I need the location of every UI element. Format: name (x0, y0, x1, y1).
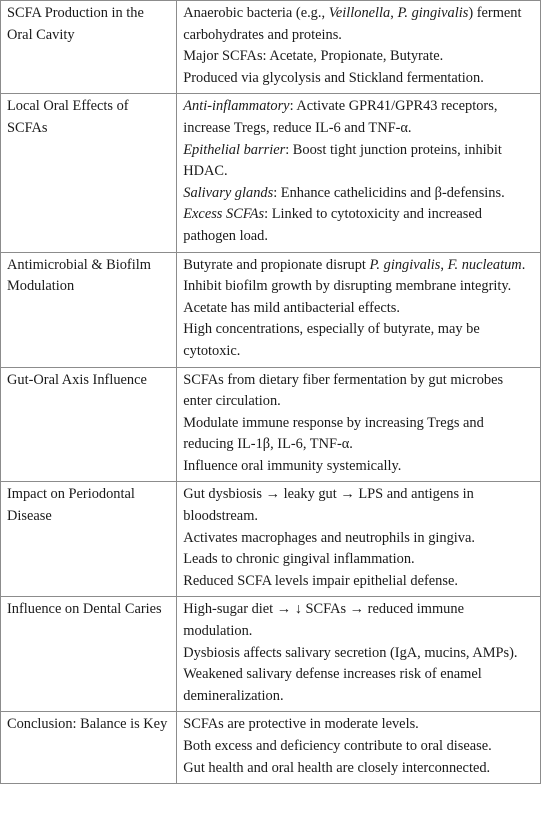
text-segment: Weakened salivary defense increases risk of enamel demineralization. (183, 666, 482, 704)
description-line (183, 736, 534, 758)
description-line (183, 714, 534, 736)
text-segment: Influence oral immunity systemically. (183, 457, 402, 474)
topic-cell: Influence on Dental Caries (1, 597, 177, 712)
description-line (183, 571, 534, 593)
text-segment: Butyrate and propionate disrupt (183, 256, 370, 273)
text-segment: Reduced SCFA levels impair epithelial defense. (183, 572, 458, 589)
description-line (183, 3, 534, 46)
table-row (1, 482, 541, 597)
description-cell (177, 94, 541, 252)
text-segment: SCFAs from dietary fiber fermentation by gut microbes enter circulation. (183, 371, 504, 410)
description-line (183, 140, 534, 183)
topic-cell: Gut-Oral Axis Influence (1, 367, 177, 482)
table-row (1, 712, 541, 784)
text-segment: Both excess and deficiency contribute to oral disease. (183, 738, 492, 754)
description-line (183, 68, 534, 90)
description-line (183, 484, 534, 527)
italic-term: Anti-inflammatory (183, 98, 290, 115)
description-line (183, 413, 534, 456)
table-row (1, 252, 541, 367)
description-cell (177, 712, 541, 784)
description-line (183, 664, 534, 707)
text-segment: , (390, 5, 398, 21)
text-segment: Activates macrophages and neutrophils in gingiva. (183, 529, 475, 546)
topic-cell: Antimicrobial & Biofilm Modulation (1, 252, 177, 367)
description-line (183, 183, 534, 205)
table-row (1, 367, 541, 482)
text-segment: . (521, 256, 526, 273)
description-line (183, 549, 534, 571)
description-line (183, 276, 534, 298)
table-row (1, 1, 541, 94)
description-line (183, 96, 534, 139)
text-segment: Dysbiosis affects salivary secretion (IgA, mucins, AMPs). (183, 644, 518, 661)
text-segment: Gut dysbiosis → leaky gut → LPS and antigens in bloodstream. (183, 486, 474, 525)
italic-term: Salivary glands (183, 184, 274, 201)
topic-cell: SCFA Production in the Oral Cavity (1, 1, 177, 94)
description-line (183, 643, 534, 665)
table-row (1, 94, 541, 252)
italic-term: Epithelial barrier (183, 141, 286, 158)
text-segment: High-sugar diet → ↓ SCFAs → reduced immune modulation. (183, 601, 464, 640)
text-segment: Acetate has mild antibacterial effects. (183, 299, 400, 316)
description-line (183, 255, 534, 277)
description-line (183, 528, 534, 550)
topic-cell: Conclusion: Balance is Key (1, 712, 177, 784)
text-segment: : Linked to cytotoxicity and increased pathogen load. (183, 206, 482, 244)
description-cell (177, 367, 541, 482)
text-segment: Major SCFAs: Acetate, Propionate, Butyrate. (183, 48, 444, 65)
italic-term: F. nucleatum (447, 256, 522, 273)
topic-cell: Local Oral Effects of SCFAs (1, 94, 177, 252)
description-line (183, 298, 534, 320)
text-segment: SCFAs are protective in moderate levels. (183, 716, 419, 733)
text-segment: Produced via glycolysis and Stickland fermentation. (183, 69, 484, 86)
description-line (183, 456, 534, 478)
text-segment: : Enhance cathelicidins and β-defensins. (273, 184, 505, 201)
text-segment: ) ferment carbohydrates and proteins. (183, 5, 522, 43)
text-segment: Inhibit biofilm growth by disrupting membrane integrity. (183, 278, 512, 295)
table-row (1, 597, 541, 712)
text-segment: Gut health and oral health are closely interconnected. (183, 759, 491, 776)
italic-term: Veillonella (328, 5, 391, 21)
description-line (183, 319, 534, 362)
text-segment: Anaerobic bacteria (e.g., (183, 5, 329, 21)
description-cell (177, 252, 541, 367)
description-line (183, 204, 534, 247)
text-segment: High concentrations, especially of butyrate, may be cytotoxic. (183, 321, 480, 359)
text-segment: , (440, 256, 448, 273)
description-cell (177, 482, 541, 597)
description-line (183, 758, 534, 780)
text-segment: Modulate immune response by increasing Tregs and reducing IL-1β, IL-6, TNF-α. (183, 414, 484, 453)
italic-term: P. gingivalis (369, 256, 441, 273)
text-segment: : Activate GPR41/GPR43 receptors, increase Tregs, reduce IL-6 and TNF-α. (183, 98, 498, 136)
description-line (183, 370, 534, 413)
table-body (1, 1, 541, 784)
description-cell (177, 597, 541, 712)
italic-term: Excess SCFAs (183, 206, 265, 223)
text-segment: Leads to chronic gingival inflammation. (183, 551, 415, 568)
description-cell (177, 1, 541, 94)
topic-cell: Impact on Periodontal Disease (1, 482, 177, 597)
italic-term: P. gingivalis (397, 5, 469, 21)
description-line (183, 46, 534, 68)
text-segment: : Boost tight junction proteins, inhibit HDAC. (183, 141, 502, 180)
description-line (183, 599, 534, 642)
